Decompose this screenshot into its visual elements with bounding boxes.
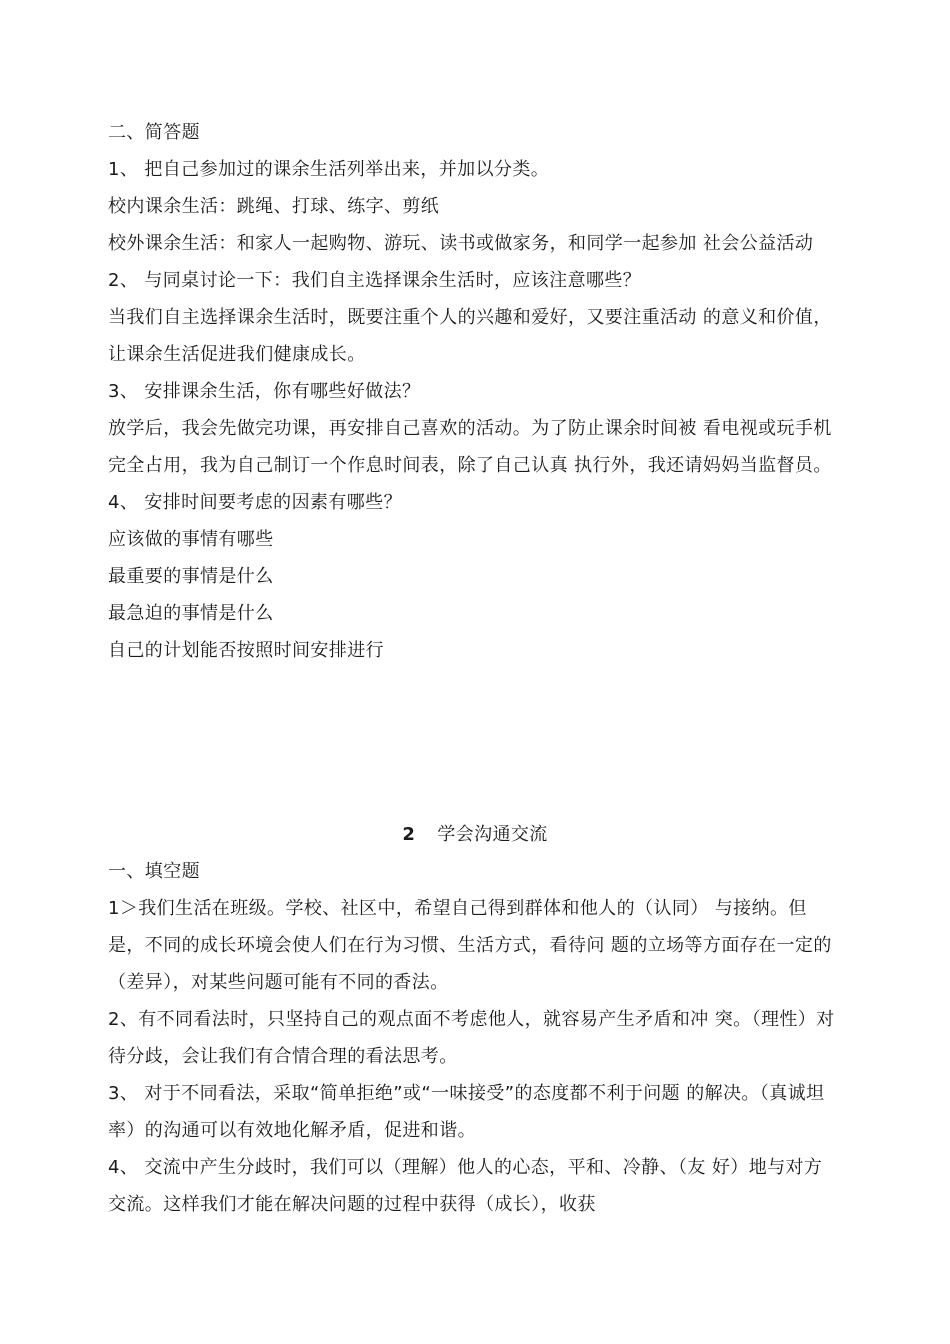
fill-item-1: 1＞我们生活在班级。学校、社区中，希望自己得到群体和他人的（认同） 与接纳。但是，不同的成长环境会使人们在行为习惯、生活方式，看待问 题的立场等方面存在一定的（差异），对某些问题可能有不同的香法。: [108, 898, 832, 993]
answer-4-item: 最急迫的事情是什么: [108, 603, 274, 624]
section-2-title: [0, 816, 950, 853]
answer-4-item: 最重要的事情是什么: [108, 566, 274, 587]
answer-2: 当我们自主选择课余生活时，既要注重个人的兴趣和爱好，又要注重活动 的意义和价值，让课余生活促进我们健康成长。: [108, 307, 832, 365]
section-number: 2: [402, 824, 416, 845]
question-1: 1、 把自己参加过的课余生活列举出来，并加以分类。: [108, 159, 550, 180]
question-4: 4、 安排时间要考虑的因素有哪些？: [108, 492, 402, 513]
answer-3: 放学后，我会先做完功课，再安排自己喜欢的活动。为了防止课余时间被 看电视或玩手机完全占用，我为自己制订一个作息时间表，除了自己认真 执行外，我还请妈妈当监督员。: [108, 418, 832, 476]
answer-1-line-1: 校内课余生活：跳绳、打球、练字、剪纸: [108, 196, 440, 217]
answer-4-item: 自己的计划能否按照时间安排进行: [108, 640, 384, 661]
fill-item-3: 3、 对于不同看法，采取“简单拒绝”或“一味接受”的态度都不利于问题 的解决。（真诚坦率）的沟通可以有效地化解矛盾，促进和谐。: [108, 1083, 825, 1141]
short-answer-section: [108, 114, 838, 669]
question-2: 2、 与同桌讨论一下：我们自主选择课余生活时，应该注意哪些？: [108, 270, 642, 291]
question-3: 3、 安排课余生活，你有哪些好做法？: [108, 381, 421, 402]
fill-item-2: 2、有不同看法时，只坚持自己的观点面不考虑他人，就容易产生矛盾和冲 突。（理性）对待分歧，会让我们有合情合理的看法思考。: [108, 1009, 835, 1067]
answer-1-line-2: 校外课余生活：和家人一起购物、游玩、读书或做家务，和同学一起参加 社会公益活动: [108, 233, 814, 254]
answer-4-item: 应该做的事情有哪些: [108, 529, 274, 550]
fill-in-section: [108, 853, 838, 1223]
fill-item-4: 4、 交流中产生分歧时，我们可以（理解）他人的心态，平和、冷静、（友 好）地与对方交流。这样我们才能在解决问题的过程中获得（成长），收获: [108, 1157, 823, 1215]
section-heading: 一、填空题: [108, 861, 200, 882]
section-heading: 二、简答题: [108, 122, 200, 143]
section-title-text: 学会沟通交流: [437, 824, 548, 845]
